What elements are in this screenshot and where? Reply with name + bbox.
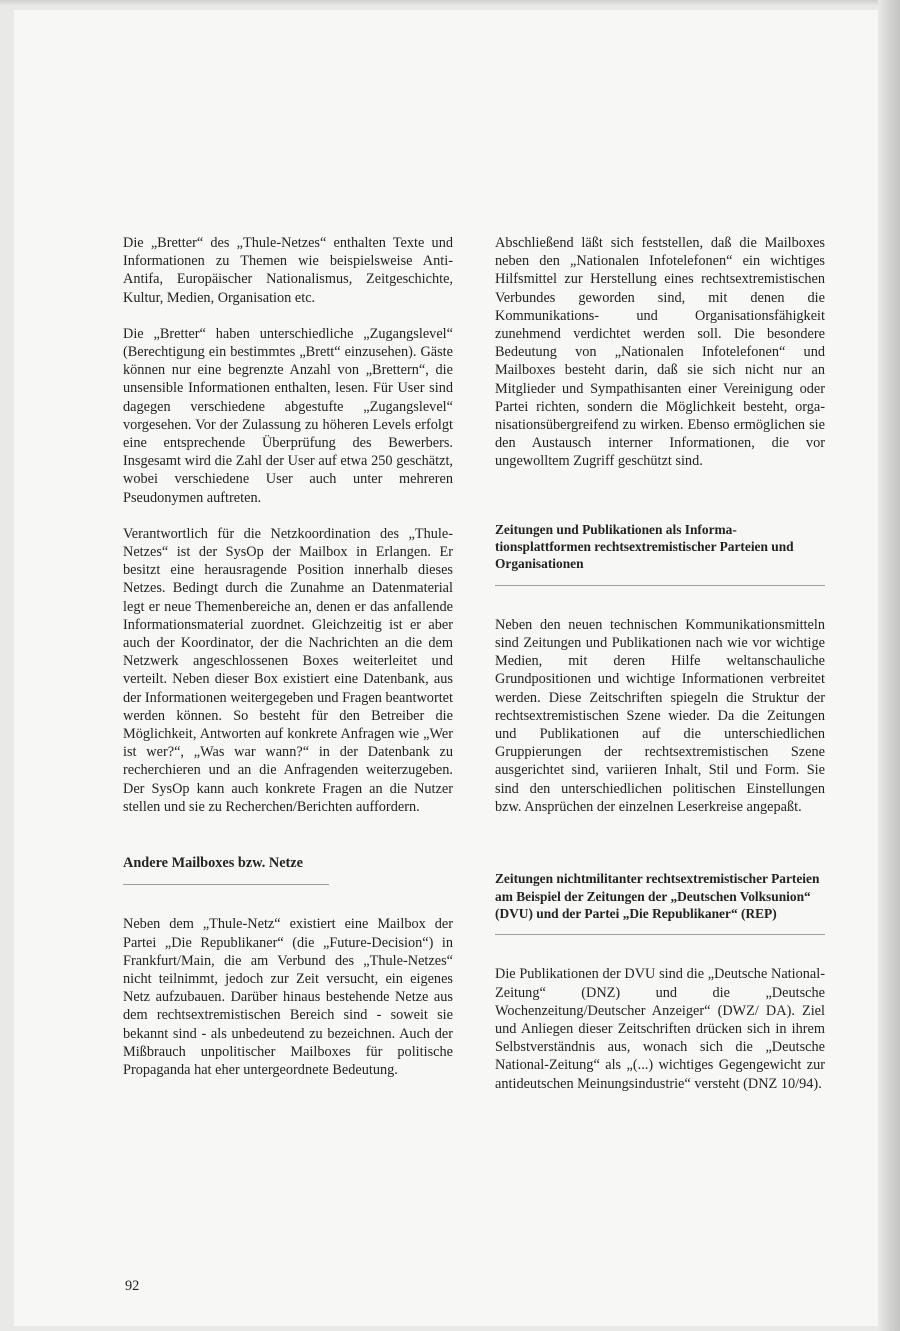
section-heading-andere-mailboxes: Andere Mailboxes bzw. Netze	[123, 855, 304, 872]
left-paragraph-future-decision: Neben dem „Thule-Netz“ existiert eine Mailbox der Partei „Die Republikaner“ (die „Future-Decision“) in Frankfurt/Main, die am Verbund des „Thule-Netzes“ nicht teilnimmt, jedoch zur Zeit versucht, ein eigenes Netz aufzubauen. Darüber hinaus bestehende Netze aus dem rechtsextremistischen Bereich sind - soweit sie bekannt sind - als unbedeutend zu bezeichnen. Auch der Mißbrauch unpolitischer Mailboxes für politische Propaganda hat eher untergeordnete Bedeutung.	[123, 916, 453, 1078]
heading-rule	[495, 934, 825, 935]
right-column	[495, 234, 825, 1093]
section-heading-zeitungen-publikationen: Zeitungen und Publikationen als Informationsplattformen rechtsextremistischer Parteien und Organisationen	[495, 521, 794, 572]
scan-edge-right	[878, 0, 900, 1331]
section-heading-zeitungen-nichtmilitant: Zeitungen nichtmilitanter rechtsextremistischer Parteien am Beispiel der Zeitungen der „Deutschen Volksunion“ (DVU) und der Partei „Die Republikaner“ (REP)	[495, 871, 820, 921]
right-paragraph-dvu-publikationen: Die Publikationen der DVU sind die „Deutsche National-Zeitung“ (DNZ) und die „Deutsche Wochenzeitung/Deutscher Anzeiger“ (DWZ/ DA). Ziel und Anliegen dieser Zeitschriften drücken sich in ihrem Selbstverständnis aus, wonach sich die „Deutsche National-Zeitung“ als „(...) wichtiges Gegengewicht zur antideutschen Meinungsindustrie“ versteht (DNZ 10/94).	[495, 966, 825, 1092]
left-paragraph-zugangslevel: Die „Bretter“ haben unterschiedliche „Zugangslevel“ (Berechtigung ein bestimmtes „Brett“ einzusehen). Gäste können nur eine begrenzte Anzahl von „Brettern“, die unsensible Informationen enthalten, lesen. Für User sind dagegen verschiedene abgestufte „Zugangslevel“ vorgesehen. Vor der Zulassung zu höheren Levels erfolgt eine entsprechende Überprüfung des Bewerbers. Insgesamt wird die Zahl der User auf etwa 250 geschätzt, wobei verschiedene User auch unter mehreren Pseudonymen auftreten.	[123, 325, 453, 506]
heading-rule	[123, 884, 329, 885]
right-paragraph-kommunikationsmittel: Neben den neuen technischen Kommunikationsmitteln sind Zeitungen und Publikationen nach wie vor wichtige Medien, mit deren Hilfe weltanschauliche Grundpositionen und wichtige Informationen verbreitet werden. Diese Zeitschriften spiegeln die Struktur der rechtsextremistischen Szene wieder. Da die Zeitungen und Publikationen auf die unterschiedlichen Gruppierungen der rechtsextremistischen Szene ausgerichtet sind, variieren Inhalt, Stil und Form. Sie sind den unterschiedlichen politischen Einstellungen bzw. Ansprüchen der einzelnen Leserkreise angepaßt.	[495, 616, 825, 815]
scan-edge-top	[0, 0, 900, 6]
right-paragraph-abschliessend: Abschließend läßt sich feststellen, daß die Mailboxes neben den „Nationalen Infotelefonen“ ein wichtiges Hilfsmittel zur Herstellung eines rechtsextremistischen Verbundes geworden sind, mit denen die Kommunikations- und Organisationsfähigkeit zunehmend verdichtet werden soll. Die besondere Bedeutung von „Nationalen Infotelefonen“ und Mailboxes besteht darin, daß sie sich nicht nur an Mitglieder und Sympathisanten einer Vereinigung oder Partei richten, sondern die Möglichkeit besteht, organisationsübergreifend zu wirken. Ebenso ermöglichen sie den Austausch interner Informationen, die vor ungewolltem Zugriff geschützt sind.	[495, 235, 825, 470]
left-paragraph-netzkoordination: Verantwortlich für die Netzkoordination des „Thule-Netzes“ ist der SysOp der Mailbox in Erlangen. Er besitzt eine herausragende Position innerhalb dieses Netzes. Bedingt durch die Zunahme an Datenmaterial legt er neue Themenbereiche an, denen er das anfallende Informationsmaterial zuordnet. Gleichzeitig ist er aber auch der Koordinator, der die Nachrichten an die dem Netzwerk angeschlossenen Boxes weiterleitet und verteilt. Neben dieser Box existiert eine Datenbank, aus der Informationen weitergegeben und Fragen beantwortet werden können. So besteht für den Betreiber die Möglichkeit, Antworten auf konkrete Anfragen wie „Wer ist wer?“, „Was war wann?“ in der Datenbank zu recherchieren und an die Anfragenden weiterzugeben. Der SysOp kann auch konkrete Fragen an die Nutzer stellen und sie zu Recherchen/Berichten auffordern.	[123, 525, 453, 815]
left-paragraph-bretter-themes: Die „Bretter“ des „Thule-Netzes“ enthalten Texte und Informationen zu Themen wie beispielsweise Anti-Antifa, Europäischer Nationalismus, Zeitgeschichte, Kultur, Medien, Organisation etc.	[123, 235, 453, 306]
heading-rule	[495, 585, 825, 586]
page-number: 92	[125, 1278, 140, 1294]
left-column	[123, 234, 453, 1079]
document-page	[14, 10, 878, 1326]
